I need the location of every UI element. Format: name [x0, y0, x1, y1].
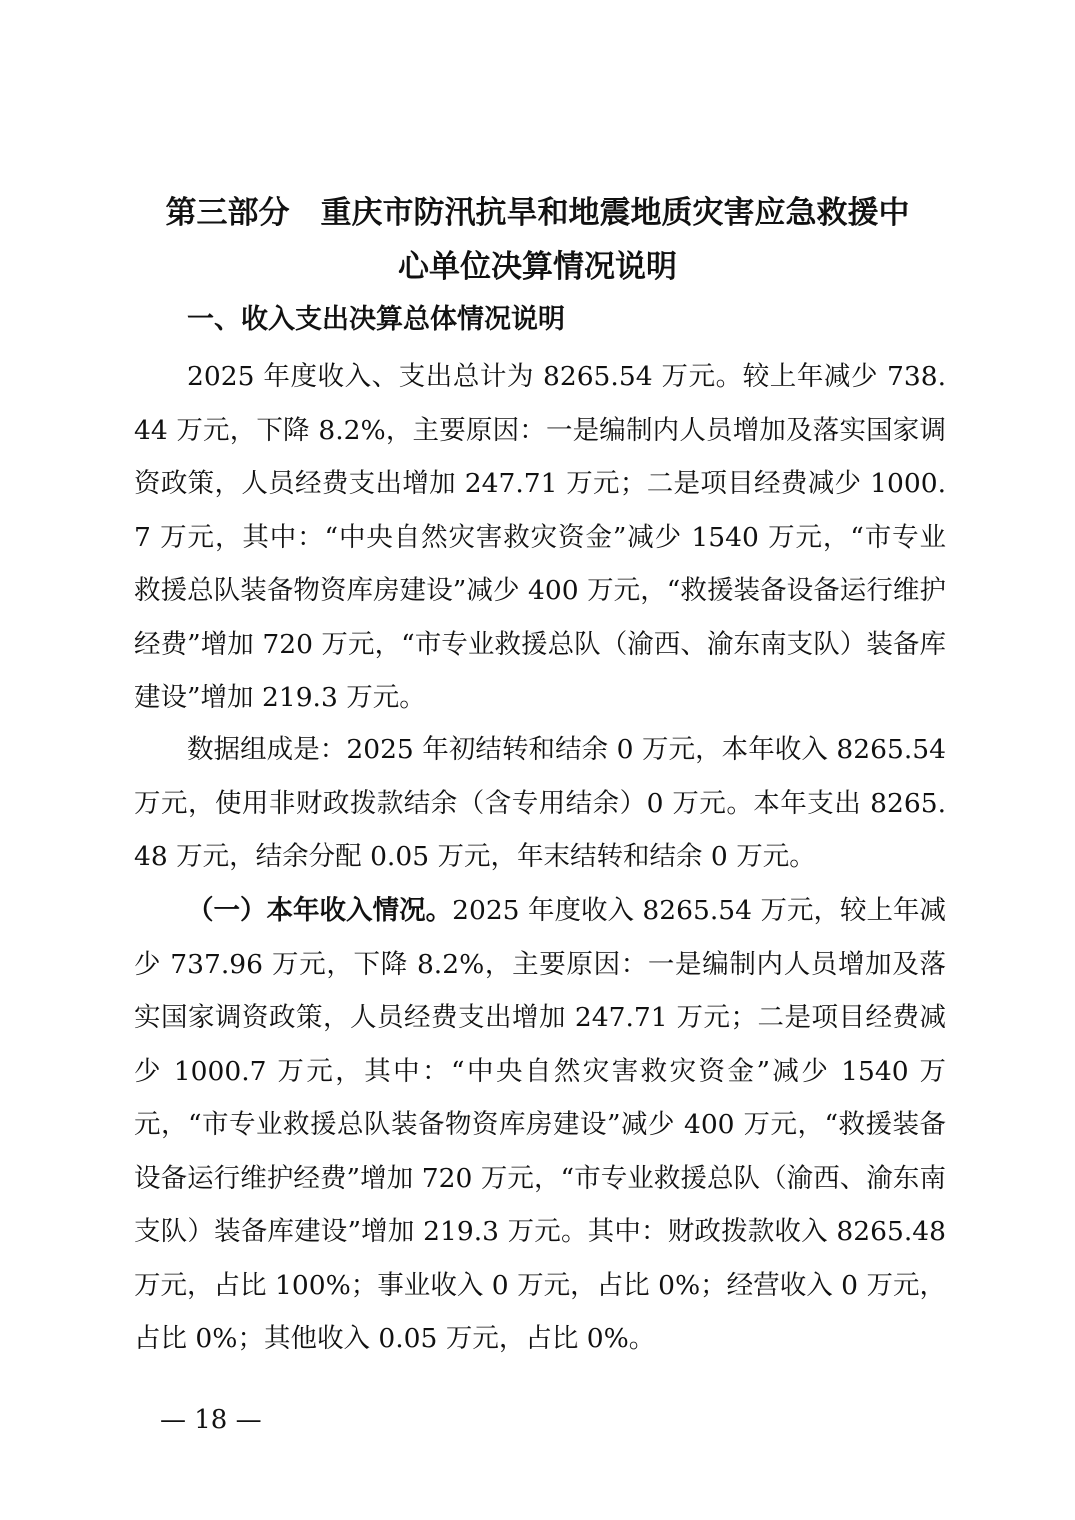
document-title-line2: 心单位决算情况说明	[398, 249, 677, 285]
paragraph-income-body: 2025 年度收入 8265.54 万元，较上年减少 737.96 万元，下降 8.2%，主要原因：一是编制内人员增加及落实国家调资政策，人员经费支出增加 247.71 万元；二是项目经费减少 1000.7 万元，其中：“中央自然灾害救灾资金”减少 1540 万元，“市专业救援总队装备物资库房建设”减少 400 万元，“救援装备设备运行维护经费”增加 720 万元，“市专业救援总队（渝西、渝东南支队）装备库建设”增加 219.3 万元。其中：财政拨款收入 8265.48 万元，占比 100%；事业收入 0 万元，占比 0%；经营收入 0 万元，占比 0%；其他收入 0.05 万元，占比 0%。	[134, 895, 947, 1354]
paragraph-data-composition: 数据组成是：2025 年初结转和结余 0 万元，本年收入 8265.54 万元，使用非财政拨款结余（含专用结余）0 万元。本年支出 8265.48 万元，结余分配 0.05 万元，年末结转和结余 0 万元。	[134, 734, 946, 872]
paragraph-income	[134, 884, 946, 1366]
paragraph-total-overview: 2025 年度收入、支出总计为 8265.54 万元。较上年减少 738.44 万元，下降 8.2%，主要原因：一是编制内人员增加及落实国家调资政策，人员经费支出增加 247.71 万元；二是项目经费减少 1000.7 万元，其中：“中央自然灾害救灾资金”减少 1540 万元，“市专业救援总队装备物资库房建设”减少 400 万元，“救援装备设备运行维护经费”增加 720 万元，“市专业救援总队（渝西、渝东南支队）装备库建设”增加 219.3 万元。	[134, 361, 946, 713]
paragraph-income-lead: （一）本年收入情况。	[187, 895, 453, 926]
document-title-line1: 第三部分 重庆市防汛抗旱和地震地质灾害应急救援中	[165, 195, 910, 231]
section-heading: 一、收入支出决算总体情况说明	[187, 304, 565, 335]
page-number: — 18 —	[160, 1405, 262, 1435]
